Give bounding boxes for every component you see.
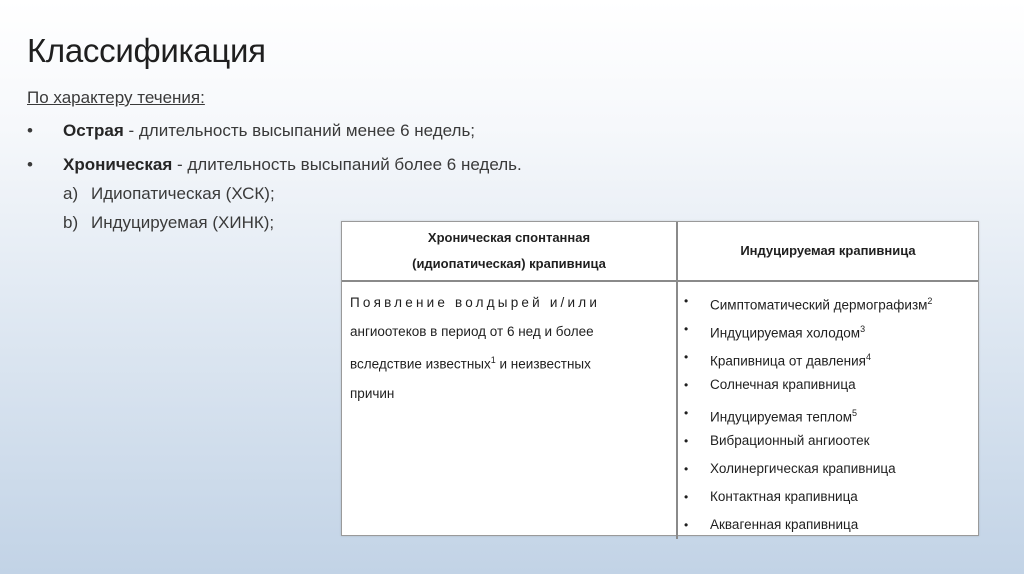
header-chronic-spontaneous bbox=[342, 222, 677, 281]
bullet-bold: Острая bbox=[63, 121, 124, 140]
list-item: • Контактная крапивница bbox=[678, 483, 978, 511]
desc-line: ангиоотеков в период от 6 нед и более bbox=[350, 324, 594, 339]
list-item: • Вибрационный ангиоотек bbox=[678, 427, 978, 455]
slide-subtitle: По характеру течения: bbox=[27, 88, 205, 107]
header-line: Хроническая спонтанная bbox=[427, 230, 591, 245]
desc-line: Появление волдырей и/или bbox=[350, 295, 601, 310]
header-induced: Индуцируемая крапивница bbox=[677, 222, 978, 281]
list-item: • Симптоматический дермографизм$^2$ bbox=[678, 287, 978, 315]
header-line: (идиопатическая) крапивница bbox=[412, 256, 606, 271]
list-item: • Аквагенная крапивница bbox=[678, 511, 978, 539]
cell-induced-list bbox=[677, 281, 978, 539]
subitem-text: Идиопатическая (ХСК); bbox=[91, 184, 275, 203]
urticaria-table bbox=[341, 221, 979, 536]
cell-chronic-spontaneous-description bbox=[342, 281, 677, 539]
subitem-induced bbox=[63, 213, 274, 233]
bullet-marker: • bbox=[27, 121, 33, 140]
list-item: • Крапивница от давления$^4$ bbox=[678, 343, 978, 371]
list-item: • Индуцируемая холодом$^3$ bbox=[678, 315, 978, 343]
bullet-marker: • bbox=[27, 155, 33, 174]
bullet-rest: - длительность высыпаний менее 6 недель; bbox=[123, 121, 476, 140]
subitem-marker: b) bbox=[63, 213, 79, 232]
list-item: • Солнечная крапивница bbox=[678, 371, 978, 399]
bullet-rest: - длительность высыпаний более 6 недель. bbox=[172, 155, 522, 174]
desc-line: причин bbox=[350, 385, 395, 401]
desc-line: вследствие известных$^1$ и неизвестных bbox=[350, 355, 591, 372]
subitem-idiopathic bbox=[63, 184, 275, 204]
subitem-marker: a) bbox=[63, 184, 79, 203]
list-item: • Индуцируемая теплом$^5$ bbox=[678, 399, 978, 427]
bullet-bold: Хроническая bbox=[63, 155, 173, 174]
list-item: • Холинергическая крапивница bbox=[678, 455, 978, 483]
subitem-text: Индуцируемая (ХИНК); bbox=[91, 213, 275, 232]
slide-title: Классификация bbox=[27, 32, 266, 69]
